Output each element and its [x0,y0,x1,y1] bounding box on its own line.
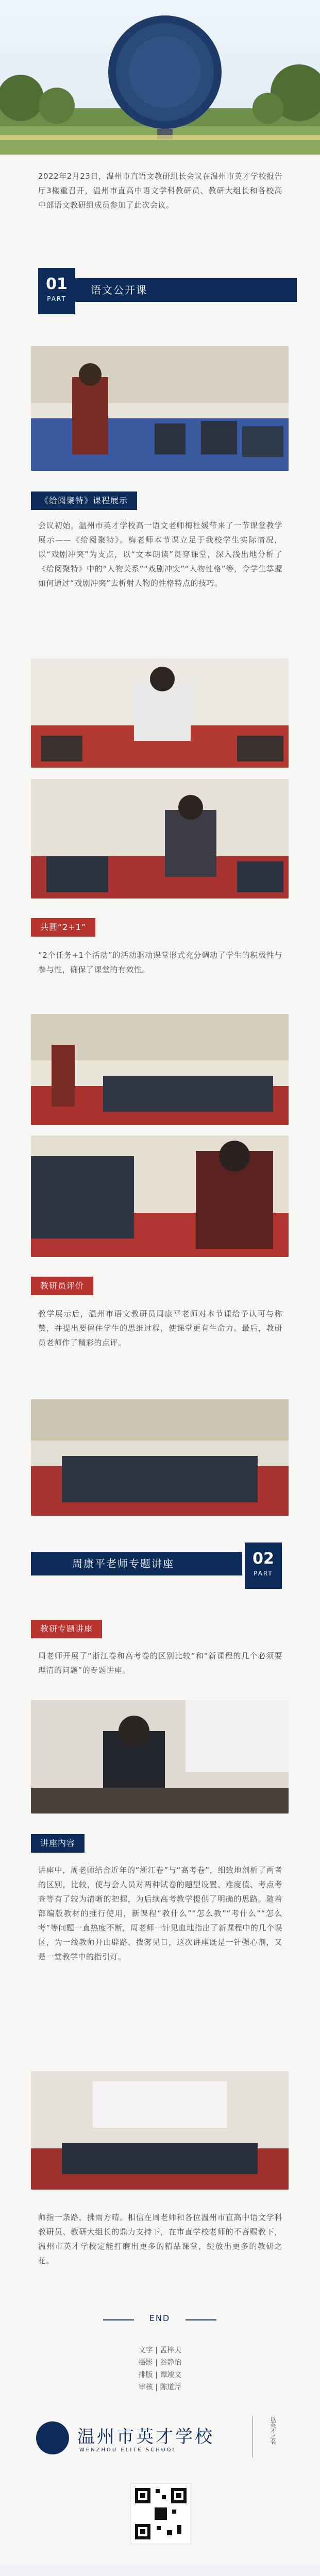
section1-title: 语文公开课 [75,278,297,302]
end-line-left [103,2319,134,2320]
subsection2-tag: 共圆“2+1” [31,918,95,937]
end-line-right [186,2319,216,2320]
school-emblem-icon [36,2421,69,2454]
lecture-photo-2 [31,2071,289,2190]
section1-number-tab [38,268,75,314]
credits-list [0,2344,320,2394]
s2-subsection2-paragraph: 讲座中，周老师结合近年的“浙江卷”与“高考卷”，细致地剖析了两者的区别，比较，使与会人员对两种试卷的题型设置、难度值、考点考查等有了较为清晰的把握，为后续高考教学提供了明确的思路。随着部编版教材的推行使用，新课程“教什么”“怎么教”“考什么”“怎么考”等问题一直热度不断，周老师一针见血地指出了新课程中的几个误区，为一线教师开山辟路、拨雾见日，这次讲座既是一针强心剂，又是一堂教学中的指引灯。 [38,1866,282,1961]
s2-subsection1-paragraph: 周老师开展了“浙江卷和高考卷的区别比较”和“新课程的几个必须要理清的问题”的专题讲座。 [38,1651,282,1675]
school-seal: 以英才之名 [252,2416,277,2458]
s2-subsection2-tag: 讲座内容 [31,1834,85,1853]
end-label: END [149,2313,171,2323]
school-name-en: WENZHOU ELITE SCHOOL [79,2447,177,2453]
section2-title: 周康平老师专题讲座 [31,1552,242,1575]
section2-number: 02 [252,1550,274,1568]
classroom-photo-6 [31,1399,289,1516]
credit-line: 摄影 | 谷静怡 [138,2359,182,2367]
school-name-cn: 温州市英才学校 [77,2427,214,2447]
intro-paragraph: 2022年2月23日，温州市直语文教研组长会议在温州市英才学校报告厅3楼重召开，温州市直高中语文学科教研员、教研大组长和各校高中部语文教研组成员参加了此次会议。 [38,172,282,210]
classroom-photo-1 [31,346,289,471]
classroom-photo-3 [31,779,289,899]
section1-number: 01 [46,275,68,293]
credit-line: 文字 | 孟梓天 [138,2346,182,2354]
credit-line: 审核 | 陈道芹 [138,2383,182,2392]
s2-subsection1-tag: 教研专题讲座 [31,1620,102,1638]
subsection3-tag: 教研员评价 [31,1277,93,1295]
closing-paragraph: 师指一条路，拂雨方晴。相信在周老师和各位温州市直高中语文学科教研员、教研大组长的鼎力支持下，在市直学校老师的不吝赐教下，温州市英才学校定能打磨出更多的精品课堂，绽放出更多的教研之花。 [38,2213,282,2265]
section2-number-tab [245,1543,282,1589]
classroom-photo-4 [31,1014,289,1125]
school-logo-row [36,2416,283,2463]
subsection3-paragraph: 教学展示后，温州市语文教研员周康平老师对本节课给予认可与称赞，并提出要留住学生的思维过程，使课堂更有生命力。最后，教研员老师作了精彩的点评。 [38,1309,282,1347]
classroom-photo-5 [31,1136,289,1257]
footer-banner [0,2566,320,2576]
subsection1-tag: 《给阅聚特》课程展示 [31,492,137,510]
classroom-photo-2 [31,658,289,768]
subsection2-paragraph: “2个任务+1个活动”的活动驱动课堂形式充分调动了学生的积极性与参与性，确保了课堂的有效性。 [38,951,282,974]
subsection1-paragraph: 会议初始，温州市英才学校高一语文老师梅杜媛带来了一节课堂教学展示——《给阅聚特》。梅老师本节课立足于我校学生实际情况，以“戏剧冲突”为支点，以“文本朗读”贯穿课堂，深入浅出地分析了《给阅聚特》中的“人物关系”“戏剧冲突”“人物性格”等，令学生掌握如何通过“戏剧冲突”去析射人物的性格特点的技巧。 [38,521,282,588]
qr-code-icon [130,2483,191,2544]
section2-part-label: PART [254,1570,273,1577]
lecture-photo-1 [31,1700,289,1814]
credit-line: 排版 | 谭竣文 [138,2371,182,2379]
hero-image [0,0,320,155]
section1-part-label: PART [47,295,66,302]
